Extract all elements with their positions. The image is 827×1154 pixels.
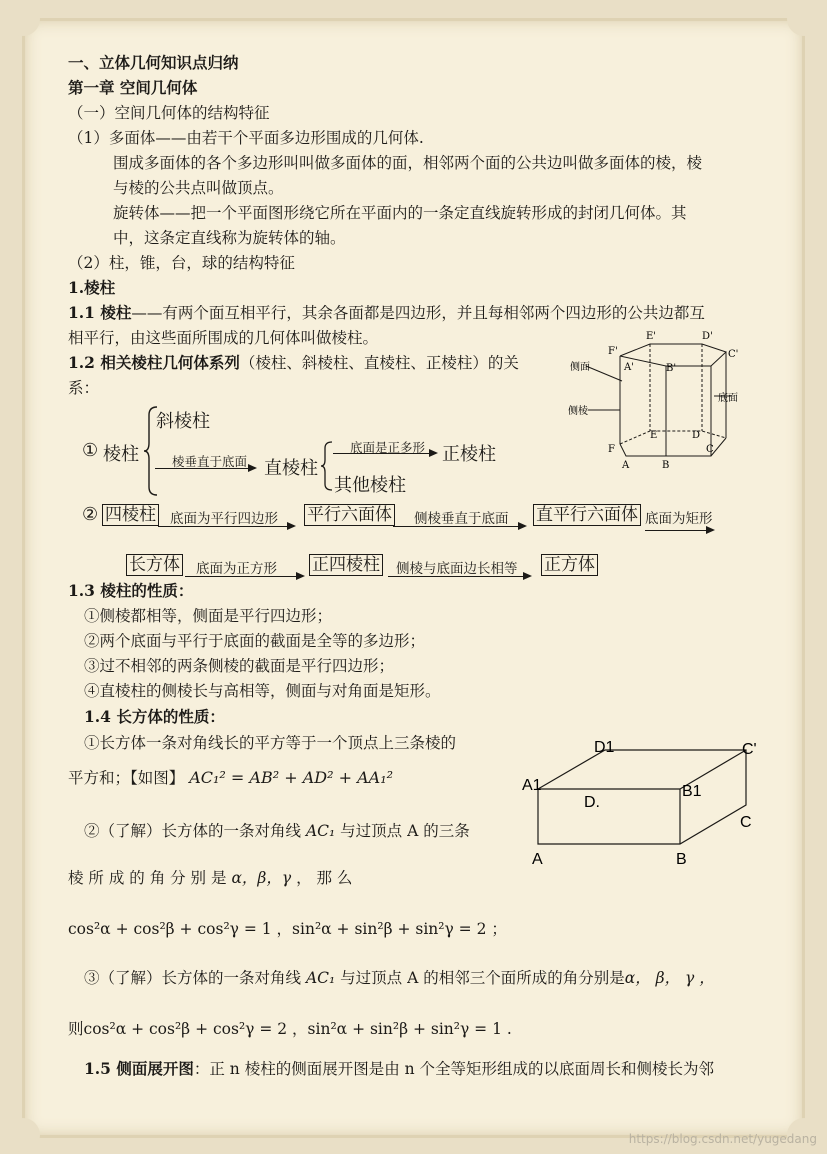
vertex-label: C [740, 814, 752, 831]
vertex-label: B [662, 460, 670, 471]
paragraph-line: 1.2 相关棱柱几何体系列（棱柱、斜棱柱、直棱柱、正棱柱）的关 [68, 353, 519, 372]
property-item: ①侧棱都相等，侧面是平行四边形； [84, 607, 333, 625]
tree-node-oblique: 斜棱柱 [156, 411, 210, 432]
paragraph-line: 相平行，由这些面所围成的几何体叫做棱柱。 [68, 329, 379, 347]
paragraph-line: 棱 所 成 的 角 分 别 是 α，β，γ ， 那 么 [68, 869, 353, 887]
formula-line: 则cos²α + cos²β + cos²γ = 2 ，sin²α + sin²β + sin²γ = 1 . [68, 1020, 512, 1038]
heading-section: （一）空间几何体的结构特征 [68, 104, 270, 122]
cuboid-figure [520, 734, 765, 870]
arrow [185, 576, 303, 577]
arrow-label: 侧棱垂直于底面 [414, 511, 509, 527]
arrow [645, 530, 713, 531]
arrow [393, 526, 525, 527]
vertex-label: D. [584, 794, 600, 811]
paper-corner [787, 2, 821, 36]
term-box: 长方体 [126, 554, 183, 576]
vertex-label: C [706, 444, 714, 455]
vertex-label: F' [608, 346, 618, 357]
paragraph-line: 1.5 侧面展开图：正 n 棱柱的侧面展开图是由 n 个全等矩形组成的以底面周长和侧棱长为邻 [84, 1059, 715, 1078]
tree-node-regular: 正棱柱 [442, 444, 496, 465]
tree-node-right: 直棱柱 [264, 458, 318, 479]
term-box: 直平行六面体 [533, 504, 641, 526]
prism-label: 侧面 [570, 362, 590, 373]
vertex-label: B' [666, 363, 677, 374]
paragraph-line: （2）柱，锥，台，球的结构特征 [68, 254, 295, 272]
arrow-label: 底面为正方形 [196, 561, 277, 577]
paper-corner [6, 2, 40, 36]
vertex-label: B [676, 851, 687, 868]
paragraph-line: 系： [68, 379, 100, 397]
formula-line: cos²α + cos²β + cos²γ = 1 ，sin²α + sin²β + sin²γ = 2 ； [68, 920, 507, 938]
term-box: 正方体 [541, 554, 598, 576]
prism-label: 底面 [718, 393, 738, 404]
vertex-label: A [622, 460, 630, 471]
paragraph-line: 1.1 棱柱——有两个面互相平行，其余各面都是四边形，并且每相邻两个四边形的公共边都互 [68, 303, 705, 322]
term-box: 四棱柱 [102, 504, 159, 526]
vertex-label: E [650, 430, 658, 441]
vertex-label: B1 [682, 783, 702, 800]
arrow-label: 底面为平行四边形 [170, 511, 278, 527]
paragraph-line: 与棱的公共点叫做顶点。 [113, 179, 284, 197]
property-item: ②两个底面与平行于底面的截面是全等的多边形； [84, 632, 426, 650]
arrow-label: 棱垂直于底面 [172, 454, 248, 469]
tree-root: 棱柱 [103, 444, 139, 465]
vertex-label: D1 [594, 739, 615, 756]
tree-node-other: 其他棱柱 [334, 475, 406, 496]
arrow [155, 468, 255, 469]
vertex-label: A [532, 851, 543, 868]
paragraph-line: 中，这条定直线称为旋转体的轴。 [113, 229, 346, 247]
paper-corner [6, 1118, 40, 1152]
paragraph-line: 旋转体——把一个平面图形绕它所在平面内的一条定直线旋转形成的封闭几何体。其 [113, 204, 687, 222]
vertex-label: D' [702, 331, 713, 342]
watermark: https://blog.csdn.net/yugedang [628, 1132, 817, 1146]
section-title: 1.3 棱柱的性质： [68, 581, 194, 600]
heading-main: 一、立体几何知识点归纳 [68, 53, 239, 72]
term-box: 正四棱柱 [309, 554, 383, 576]
vertex-label: E' [646, 331, 657, 342]
vertex-label: A1 [522, 777, 542, 794]
term-box: 平行六面体 [304, 504, 395, 526]
vertex-label: C' [742, 741, 757, 758]
paragraph-line: ①长方体一条对角线长的平方等于一个顶点上三条棱的 [84, 734, 457, 752]
circle-number: ② [82, 504, 99, 525]
section-title: 1.棱柱 [68, 278, 116, 297]
vertex-label: D [692, 430, 701, 441]
vertex-label: C' [728, 349, 739, 360]
paragraph-line: 平方和；【如图】 AC₁² = AB² + AD² + AA₁² [68, 768, 394, 787]
arrow [158, 526, 294, 527]
arrow-label: 底面是正多形 [350, 440, 426, 455]
vertex-label: F [608, 444, 615, 455]
property-item: ④直棱柱的侧棱长与高相等，侧面与对角面是矩形。 [84, 682, 441, 700]
heading-chapter: 第一章 空间几何体 [68, 78, 198, 97]
arrow-label: 侧棱与底面边长相等 [396, 561, 518, 577]
circle-number: ① [82, 440, 99, 461]
paragraph-line: ③（了解）长方体的一条对角线 AC₁ 与过顶点 A 的相邻三个面所成的角分别是α， β， γ ， [84, 969, 715, 987]
arrow-label: 底面为矩形 [645, 511, 713, 527]
vertex-label: A' [624, 362, 634, 373]
arrow [333, 453, 436, 454]
prism-figure [566, 326, 766, 476]
left-brace [320, 440, 334, 492]
property-item: ③过不相邻的两条侧棱的截面是平行四边形； [84, 657, 395, 675]
paragraph-line: ②（了解）长方体的一条对角线 AC₁ 与过顶点 A 的三条 [84, 822, 470, 840]
prism-label: 侧棱 [568, 406, 588, 417]
section-title: 1.4 长方体的性质： [84, 707, 225, 726]
paragraph-line: 围成多面体的各个多边形叫叫做多面体的面，相邻两个面的公共边叫做多面体的棱，棱 [113, 154, 703, 172]
paragraph-line: （1）多面体——由若干个平面多边形围成的几何体. [68, 129, 424, 147]
arrow [388, 576, 530, 577]
